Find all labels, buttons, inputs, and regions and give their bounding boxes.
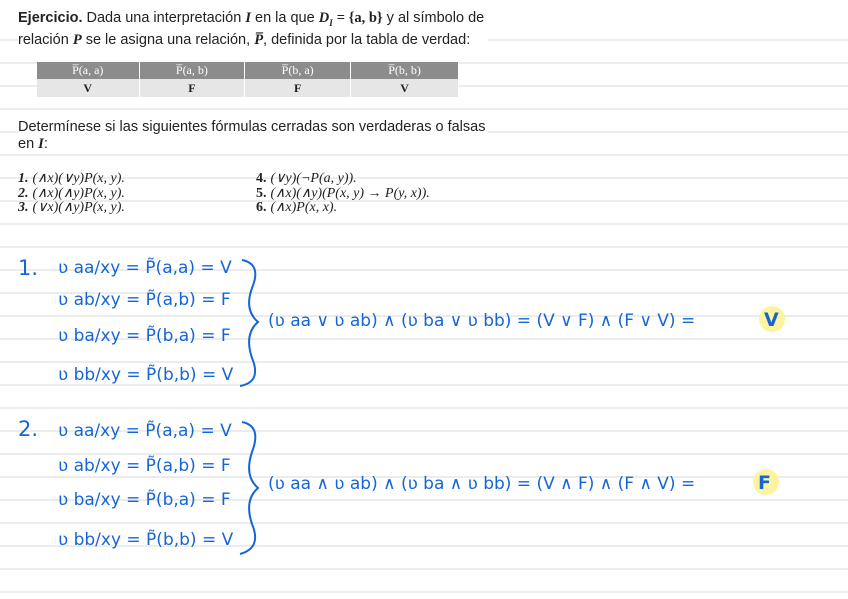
truth-table-header [37,62,459,79]
valuation-line: ʋ ba/xy = P̃(b,a) = F [58,490,231,510]
truth-table-row [37,79,459,97]
solution-expression: (ʋ aa ∧ ʋ ab) ∧ (ʋ ba ∧ ʋ bb) = (V ∧ F) ∧ (F ∧ V) = [268,474,696,494]
solution-result: V [764,309,779,331]
truth-table [37,62,459,97]
solution-number: 2. [18,417,39,441]
brace-icon [240,422,258,554]
formula-item: 2. (∧x)(∧y)P(x, y). [18,185,125,201]
valuation-line: ʋ aa/xy = P̃(a,a) = V [58,421,232,441]
formula-item: 3. (∨x)(∧y)P(x, y). [18,200,125,215]
truth-table-cell: F [245,79,351,97]
formula-list-right [256,172,486,216]
question-text: Determínese si las siguientes fórmulas cerradas son verdaderas o falsas en I: [18,119,488,153]
valuation-line: ʋ aa/xy = P̃(a,a) = V [58,258,232,278]
brace-icon [240,260,258,386]
truth-table-header-cell: P̅(a, b) [139,62,245,79]
truth-table-cell: V [37,79,139,97]
truth-table-cell: V [351,79,459,97]
formula-list-left [18,172,238,216]
valuation-line: ʋ ba/xy = P̃(b,a) = F [58,326,231,346]
formula-item: 6. (∧x)P(x, x). [256,200,338,215]
handwritten-solution [0,240,848,570]
truth-table-header-cell: P̅(b, b) [351,62,459,79]
formula-item: 1. (∧x)(∨y)P(x, y). [18,171,125,186]
valuation-line: ʋ bb/xy = P̃(b,b) = V [58,365,234,385]
solution-result: F [758,472,771,494]
solution-part-2 [18,417,779,554]
formula-item: 5. (∧x)(∧y)(P(x, y) → P(y, x)). [256,185,430,201]
truth-table-header-cell: P̅(a, a) [37,62,139,79]
solution-expression: (ʋ aa ∨ ʋ ab) ∧ (ʋ ba ∨ ʋ bb) = (V ∨ F) ∧ (F ∨ V) = [268,311,696,331]
truth-table-cell: F [139,79,245,97]
valuation-line: ʋ ab/xy = P̃(a,b) = F [58,456,231,476]
valuation-line: ʋ ab/xy = P̃(a,b) = F [58,290,231,310]
truth-table-header-cell: P̅(b, a) [245,62,351,79]
exercise-label: Ejercicio. [18,10,83,26]
solution-number: 1. [18,256,39,280]
formula-item: 4. (∨y)(¬P(a, y)). [256,171,357,186]
valuation-line: ʋ bb/xy = P̃(b,b) = V [58,530,234,550]
solution-part-1 [18,256,785,386]
exercise-statement: Ejercicio. Dada una interpretación I en la que $D_I = \{a$, b} y al símbolo de relación P se le asigna una relación, P̅, definida por la tabla de verdad: [18,10,488,49]
